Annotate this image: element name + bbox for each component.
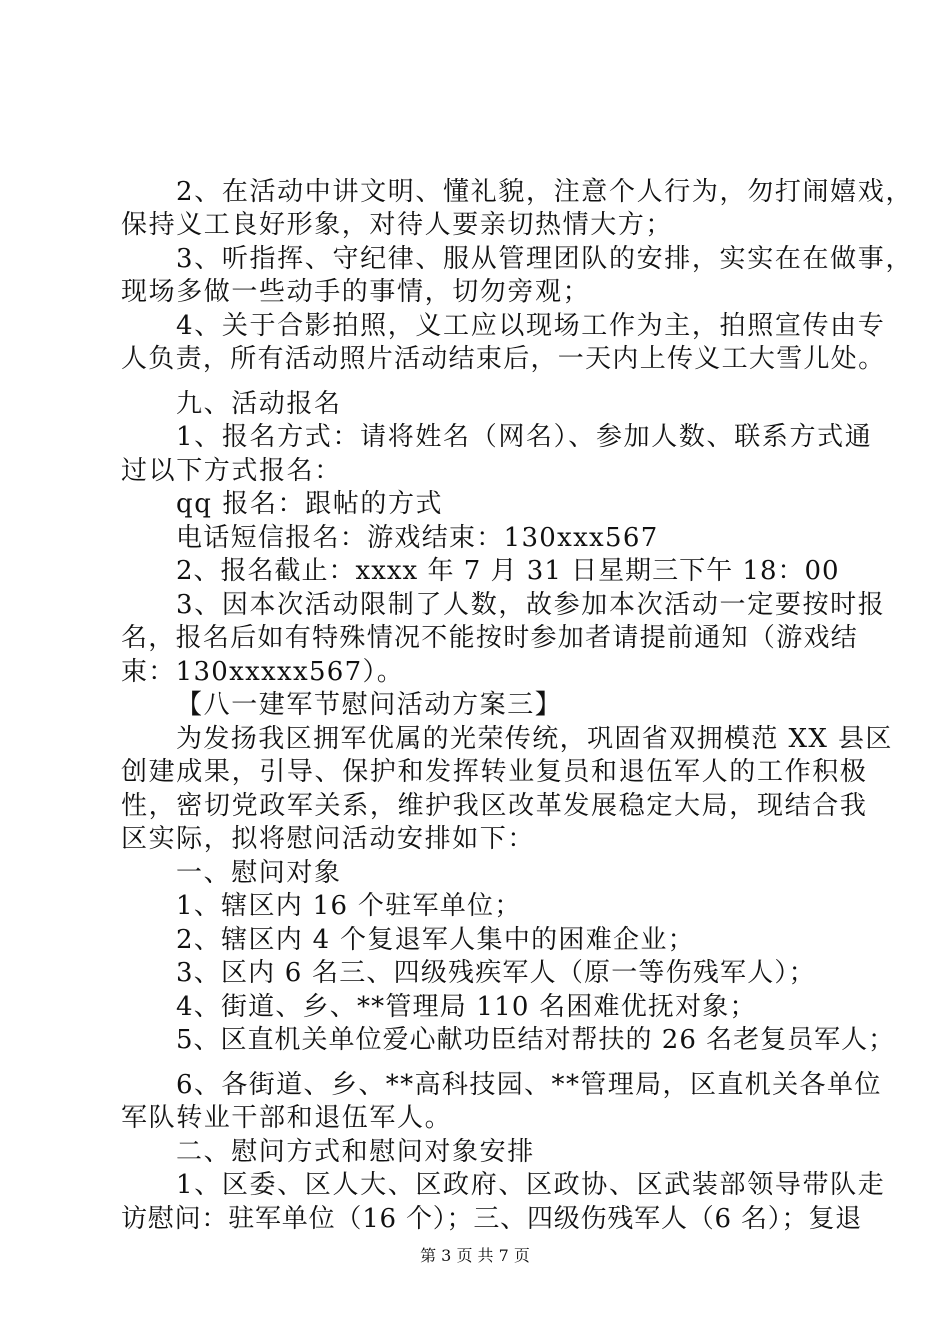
text-line: 军队转业干部和退伍军人。 [121, 1103, 453, 1133]
text-line: 1、报名方式：请将姓名（网名）、参加人数、联系方式通 [176, 422, 873, 452]
text-line: 5、区直机关单位爱心献功臣结对帮扶的 26 名老复员军人； [176, 1025, 896, 1055]
section-heading: 二、慰问方式和慰问对象安排 [176, 1137, 535, 1167]
text-line: 保持义工良好形象，对待人要亲切热情大方； [121, 210, 674, 240]
text-line: 区实际，拟将慰问活动安排如下： [121, 824, 536, 854]
text-line: 创建成果，引导、保护和发挥转业复员和退伍军人的工作积极 [121, 757, 868, 787]
text-line: 6、各街道、乡、**高科技园、**管理局，区直机关各单位 [176, 1070, 882, 1100]
text-line: 1、区委、区人大、区政府、区政协、区武装部领导带队走 [176, 1170, 886, 1200]
text-line: 4、街道、乡、**管理局 110 名困难优抚对象； [176, 992, 757, 1022]
text-line: 一、慰问对象 [176, 858, 342, 888]
section-heading: 九、活动报名 [176, 389, 342, 419]
text-line: 电话短信报名：游戏结束：130xxx567 [176, 523, 659, 553]
text-line: 现场多做一些动手的事情，切勿旁观； [121, 277, 591, 307]
text-line: 1、辖区内 16 个驻军单位； [176, 891, 522, 921]
section-heading: 【八一建军节慰问活动方案三】 [176, 690, 563, 720]
text-line: 3、区内 6 名三、四级残疾军人（原一等伤残军人）； [176, 958, 816, 988]
text-line: 束：130xxxxx567）。 [121, 657, 405, 687]
text-line: 4、关于合影拍照，义工应以现场工作为主，拍照宣传由专 [176, 311, 886, 341]
text-line: 过以下方式报名： [121, 456, 342, 486]
text-line: 名，报名后如有特殊情况不能按时参加者请提前通知（游戏结 [121, 623, 859, 653]
page-number-footer: 第 3 页 共 7 页 [420, 1246, 530, 1265]
text-line: 2、报名截止：xxxx 年 7 月 31 日星期三下午 18：00 [176, 556, 840, 586]
text-line: 人负责，所有活动照片活动结束后，一天内上传义工大雪儿处。 [121, 344, 886, 374]
text-line: qq 报名：跟帖的方式 [176, 489, 444, 519]
text-line: 2、辖区内 4 个复退军人集中的困难企业； [176, 925, 695, 955]
text-line: 3、因本次活动限制了人数，故参加本次活动一定要按时报 [176, 590, 886, 620]
text-line: 3、听指挥、守纪律、服从管理团队的安排，实实在在做事， [176, 244, 914, 274]
text-line: 为发扬我区拥军优属的光荣传统，巩固省双拥模范 XX 县区 [176, 724, 893, 754]
text-line: 2、在活动中讲文明、懂礼貌，注意个人行为，勿打闹嬉戏， [176, 177, 914, 207]
text-line: 访慰问：驻军单位（16 个）；三、四级伤残军人（6 名）；复退 [121, 1204, 862, 1234]
text-line: 性，密切党政军关系，维护我区改革发展稳定大局，现结合我 [121, 791, 868, 821]
